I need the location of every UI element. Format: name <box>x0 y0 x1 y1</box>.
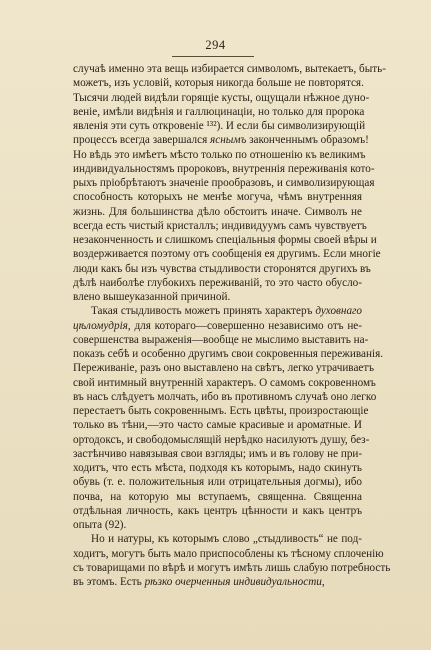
paragraph-1 <box>73 62 386 304</box>
text-line: цѣломудрія, для котораго—совершенно независимо отъ не- <box>73 319 362 332</box>
text-line: застѣнчиво навязывая свои взгляды; имъ и въ голову не при- <box>73 447 363 460</box>
text-line: перестаетъ быть сокровеннымъ. Есть цвѣты, произростающіе <box>73 405 369 417</box>
text-line: свой интимный внутренній характеръ. О самомъ сокровенномъ <box>73 376 376 389</box>
text-line: индивидуальностямъ пророковъ, внутреннія переживанія кото- <box>73 162 375 175</box>
text-line: съ товарищами по вѣрѣ и могутъ имѣть лишь слабую потребность <box>73 561 391 574</box>
text-line: способность которыхъ не менѣе могуча, чѣмъ внутренняя <box>73 191 362 204</box>
text-line: всегда есть чистый кристаллъ; индивидуумъ самъ чувствуетъ <box>73 219 367 232</box>
italic-phrase: цѣломудрія <box>73 319 128 332</box>
text-line: почва, на которую мы вступаемъ, священна. Священна <box>73 490 362 503</box>
text-line: ходитъ, могутъ быть мало приспособлены къ тѣсному сплоченію <box>73 547 384 560</box>
text-line: процессъ всегда завершался яснымъ законченнымъ образомъ! <box>73 134 369 147</box>
page-body <box>73 62 391 589</box>
text-line: обувь (т. е. положительныя или отрицательныя догмы), ибо <box>73 476 362 489</box>
text-line: только въ тѣни,—это часто самые красивые и ароматные. И <box>73 419 362 432</box>
text-line: влено вышеуказанной причиной. <box>73 291 231 303</box>
italic-phrase: рѣзко очерченныя индивидуальности <box>144 576 322 588</box>
text-line: жизнь. Для большинства дѣло обстоитъ иначе. Символъ не <box>73 205 362 218</box>
text-line: Тысячи людей видѣли горящіе кусты, ощущали нѣжное дуно- <box>73 91 370 104</box>
text-line: показъ себѣ и особенно другимъ свои сокровенныя переживанія. <box>73 348 384 360</box>
text-line: ортодоксъ, и свободомыслящій нерѣдко насилуютъ душу, без- <box>73 433 370 446</box>
header-rule <box>172 56 254 57</box>
text-line: совершенства выраженія—вообще не мыслимо выставить на- <box>73 333 369 346</box>
text-line: Но вѣдь это имѣетъ мѣсто только по отношенію къ великимъ <box>73 148 366 161</box>
text-line: ходитъ, что есть мѣста, подходя къ которымъ, надо скинуть <box>73 462 362 474</box>
paragraph-2 <box>73 304 384 532</box>
text-line: въ этомъ. Есть рѣзко очерченныя индивидуальности, <box>73 576 325 588</box>
text-line: Такая стыдливость можетъ принять характеръ духовнаго <box>91 305 362 318</box>
text-line: можетъ, изъ условій, которыя никогда больше не повторятся. <box>73 77 364 90</box>
italic-phrase: яснымъ <box>210 134 247 147</box>
text-line: явленія эти суть откровеніе ¹³²). И если бы символизирующій <box>73 120 366 132</box>
page-number: 294 <box>205 38 226 52</box>
text-line: въ насъ слѣдуетъ молчать, ибо въ противномъ случаѣ оно легко <box>73 390 377 403</box>
text-line: Но и натуры, къ которымъ слово „стыдливость“ не под- <box>91 533 362 546</box>
text-line: рыхъ пріобрѣтаютъ значеніе прообразовъ, и символизирующая <box>73 177 375 189</box>
text-line: случаѣ именно эта вещь избирается символомъ, вытекаетъ, быть- <box>73 63 386 75</box>
text-line: воздерживается поэтому отъ сообщенія ея другимъ. Если многіе <box>73 248 381 261</box>
text-line: веніе, имѣли видѣнія и галлюцинаціи, но только для пророка <box>73 105 365 118</box>
text-line: дѣлѣ наиболѣе глубокихъ переживаній, то это часто обусло- <box>73 276 362 289</box>
paragraph-3 <box>73 532 391 589</box>
text-line: люди какъ бы изъ чувства стыдливости сторонятся другихъ въ <box>73 262 371 275</box>
italic-phrase: духовнаго <box>315 305 362 318</box>
text-line: опыта (92). <box>73 519 127 531</box>
text-line: незаконченность и слишкомъ спеціальныя формы своей вѣры и <box>73 234 377 246</box>
text-line: отдѣльная личность, какъ центръ цѣнности и какъ центръ <box>73 504 362 517</box>
text-line: Переживаніе, разъ оно выставлено на свѣтъ, легко утрачиваетъ <box>73 362 375 375</box>
